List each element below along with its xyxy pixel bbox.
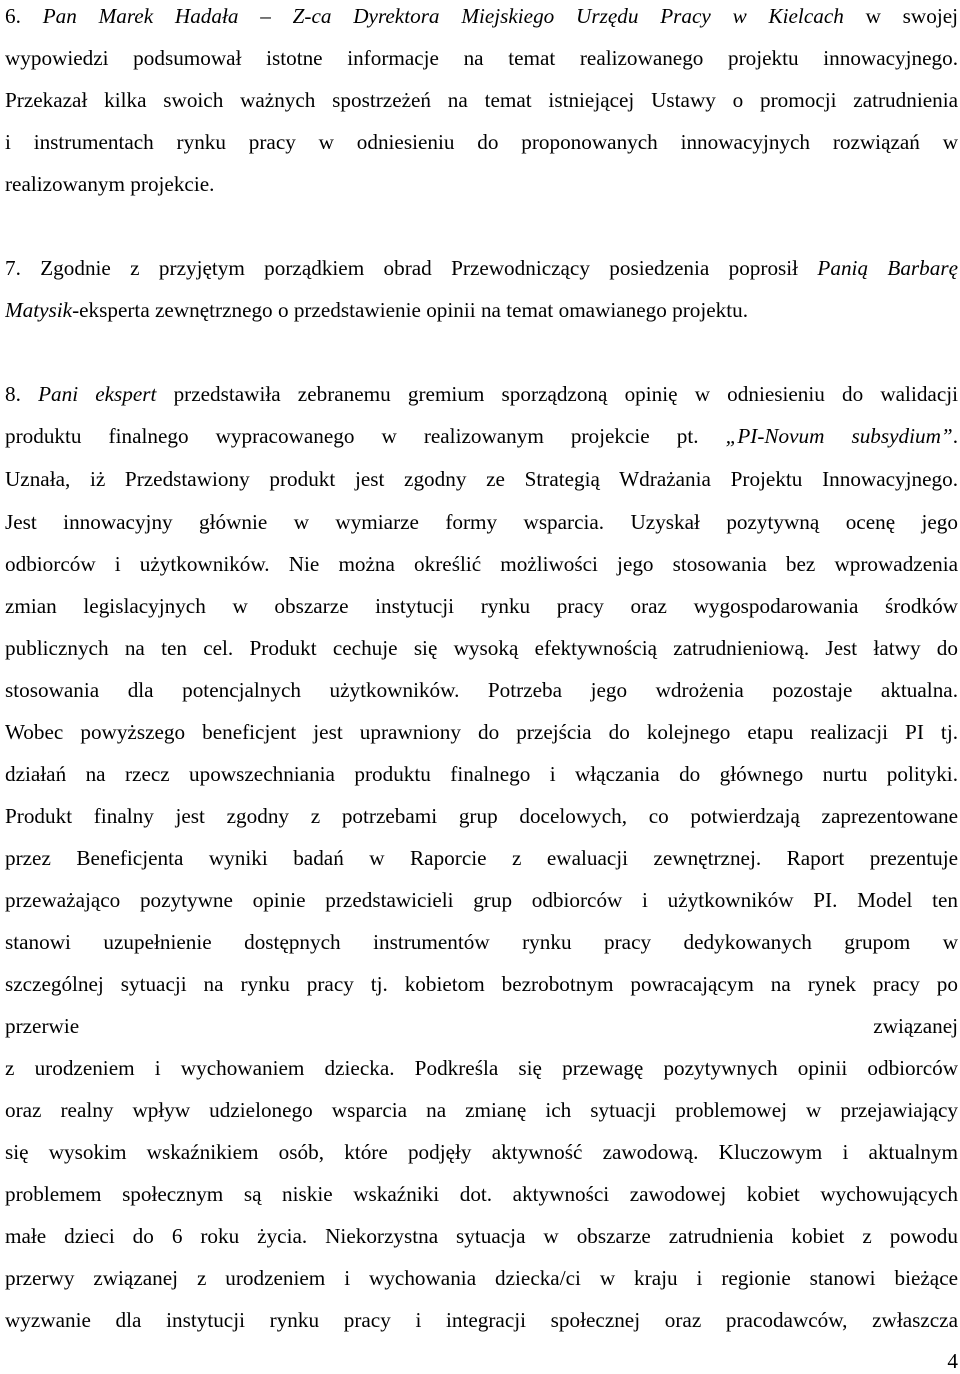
text-line (5, 1011, 958, 1041)
text-segment: produktu finalnego wypracowanego w realizowanym projekcie pt. (5, 424, 726, 448)
text-segment: przerwie związanej (5, 1014, 958, 1038)
text-line (5, 1179, 958, 1209)
text-segment: odbiorców i użytkowników. Nie można określić możliwości jego stosowania bez wprowadzenia (5, 552, 958, 576)
text-line (5, 253, 958, 283)
text-segment: oraz realny wpływ udzielonego wsparcia na zmianę ich sytuacji problemowej w przejawiający (5, 1098, 958, 1122)
text-line (5, 1137, 958, 1167)
text-segment: przerwy związanej z urodzeniem i wychowania dziecka/ci w kraju i regionie stanowi bieżące (5, 1266, 958, 1290)
text-line (5, 675, 958, 705)
text-line (5, 633, 958, 663)
text-segment: wypowiedzi podsumował istotne informacje na temat realizowanego projektu innowacyjnego. (5, 46, 958, 70)
text-line (5, 127, 958, 157)
text-line (5, 421, 958, 451)
text-segment: Produkt finalny jest zgodny z potrzebami grup docelowych, co potwierdzają zaprezentowane (5, 804, 958, 828)
text-line (5, 717, 958, 747)
text-line (5, 464, 958, 494)
text-line (5, 379, 958, 409)
text-line (5, 1305, 958, 1335)
text-line (5, 507, 958, 537)
text-segment: Przekazał kilka swoich ważnych spostrzeżeń na temat istniejącej Ustawy o promocji zatrudnienia (5, 88, 958, 112)
text-segment: przeważająco pozytywne opinie przedstawicieli grup odbiorców i użytkowników PI. Model ten (5, 888, 958, 912)
text-line (5, 1221, 958, 1251)
text-segment: problemem społecznym są niskie wskaźniki dot. aktywności zawodowej kobiet wychowujących (5, 1182, 958, 1206)
text-line (5, 591, 958, 621)
text-segment: stosowania dla potencjalnych użytkowników. Potrzeba jego wdrożenia pozostaje aktualna. (5, 678, 958, 702)
text-segment: Wobec powyższego beneficjent jest uprawniony do przejścia do kolejnego etapu realizacji PI tj. (5, 720, 958, 744)
text-line (5, 801, 958, 831)
text-segment: małe dzieci do 6 roku życia. Niekorzystna sytuacja w obszarze zatrudnienia kobiet z powodu (5, 1224, 958, 1248)
text-segment: stanowi uzupełnienie dostępnych instrumentów rynku pracy dedykowanych grupom w (5, 930, 958, 954)
text-segment: w swojej (843, 4, 958, 28)
text-segment: i instrumentach rynku pracy w odniesieniu do proponowanych innowacyjnych rozwiązań w (5, 130, 958, 154)
text-segment: realizowanym projekcie. (5, 172, 215, 196)
text-line (5, 843, 958, 873)
italic-text: Pan Marek Hadała – Z-ca Dyrektora Miejskiego Urzędu Pracy w Kielcach (42, 4, 844, 28)
text-segment: Uznała, iż Przedstawiony produkt jest zgodny ze Strategią Wdrażania Projektu Innowacyjnego. (5, 467, 958, 491)
text-segment: działań na rzecz upowszechniania produktu finalnego i włączania do głównego nurtu polityki. (5, 762, 958, 786)
text-line (5, 295, 958, 325)
text-line (5, 1263, 958, 1293)
text-segment: -eksperta zewnętrznego o przedstawienie opinii na temat omawianego projektu. (72, 298, 749, 322)
text-segment: zmian legislacyjnych w obszarze instytucji rynku pracy oraz wygospodarowania środków (5, 594, 958, 618)
text-line (5, 85, 958, 115)
text-segment: wyzwanie dla instytucji rynku pracy i integracji społecznej oraz pracodawców, zwłaszcza (5, 1308, 958, 1332)
italic-text: Panią Barbarę (817, 256, 958, 280)
text-line (5, 1095, 958, 1125)
text-segment: przez Beneficjenta wyniki badań w Raporcie z ewaluacji zewnętrznej. Raport prezentuje (5, 846, 958, 870)
text-segment: Jest innowacyjny głównie w wymiarze formy wsparcia. Uzyskał pozytywną ocenę jego (5, 510, 958, 534)
page-number: 4 (947, 1349, 958, 1373)
text-line (5, 1, 958, 31)
text-segment: 8. (5, 382, 39, 406)
text-line (5, 169, 958, 199)
text-line (5, 885, 958, 915)
text-line (5, 43, 958, 73)
text-segment: 7. Zgodnie z przyjętym porządkiem obrad Przewodniczący posiedzenia poprosił (5, 256, 818, 280)
text-segment: publicznych na ten cel. Produkt cechuje się wysoką efektywnością zatrudnieniową. Jest łatwy do (5, 636, 958, 660)
italic-text: Matysik (5, 298, 73, 322)
text-line (5, 969, 958, 999)
text-segment: szczególnej sytuacji na rynku pracy tj. kobietom bezrobotnym powracającym na rynek pracy po (5, 972, 958, 996)
text-line (5, 1053, 958, 1083)
text-segment: 6. (5, 4, 43, 28)
italic-text: Pani ekspert (38, 382, 157, 406)
text-segment: . (952, 424, 958, 448)
text-segment: się wysokim wskaźnikiem osób, które podjęły aktywność zawodową. Kluczowym i aktualnym (5, 1140, 958, 1164)
text-line (5, 549, 958, 579)
text-line (5, 759, 958, 789)
text-segment: z urodzeniem i wychowaniem dziecka. Podkreśla się przewagę pozytywnych opinii odbiorców (5, 1056, 958, 1080)
italic-text: „PI-Novum subsydium” (725, 424, 953, 448)
text-line (5, 927, 958, 957)
text-segment: przedstawiła zebranemu gremium sporządzoną opinię w odniesieniu do walidacji (156, 382, 958, 406)
